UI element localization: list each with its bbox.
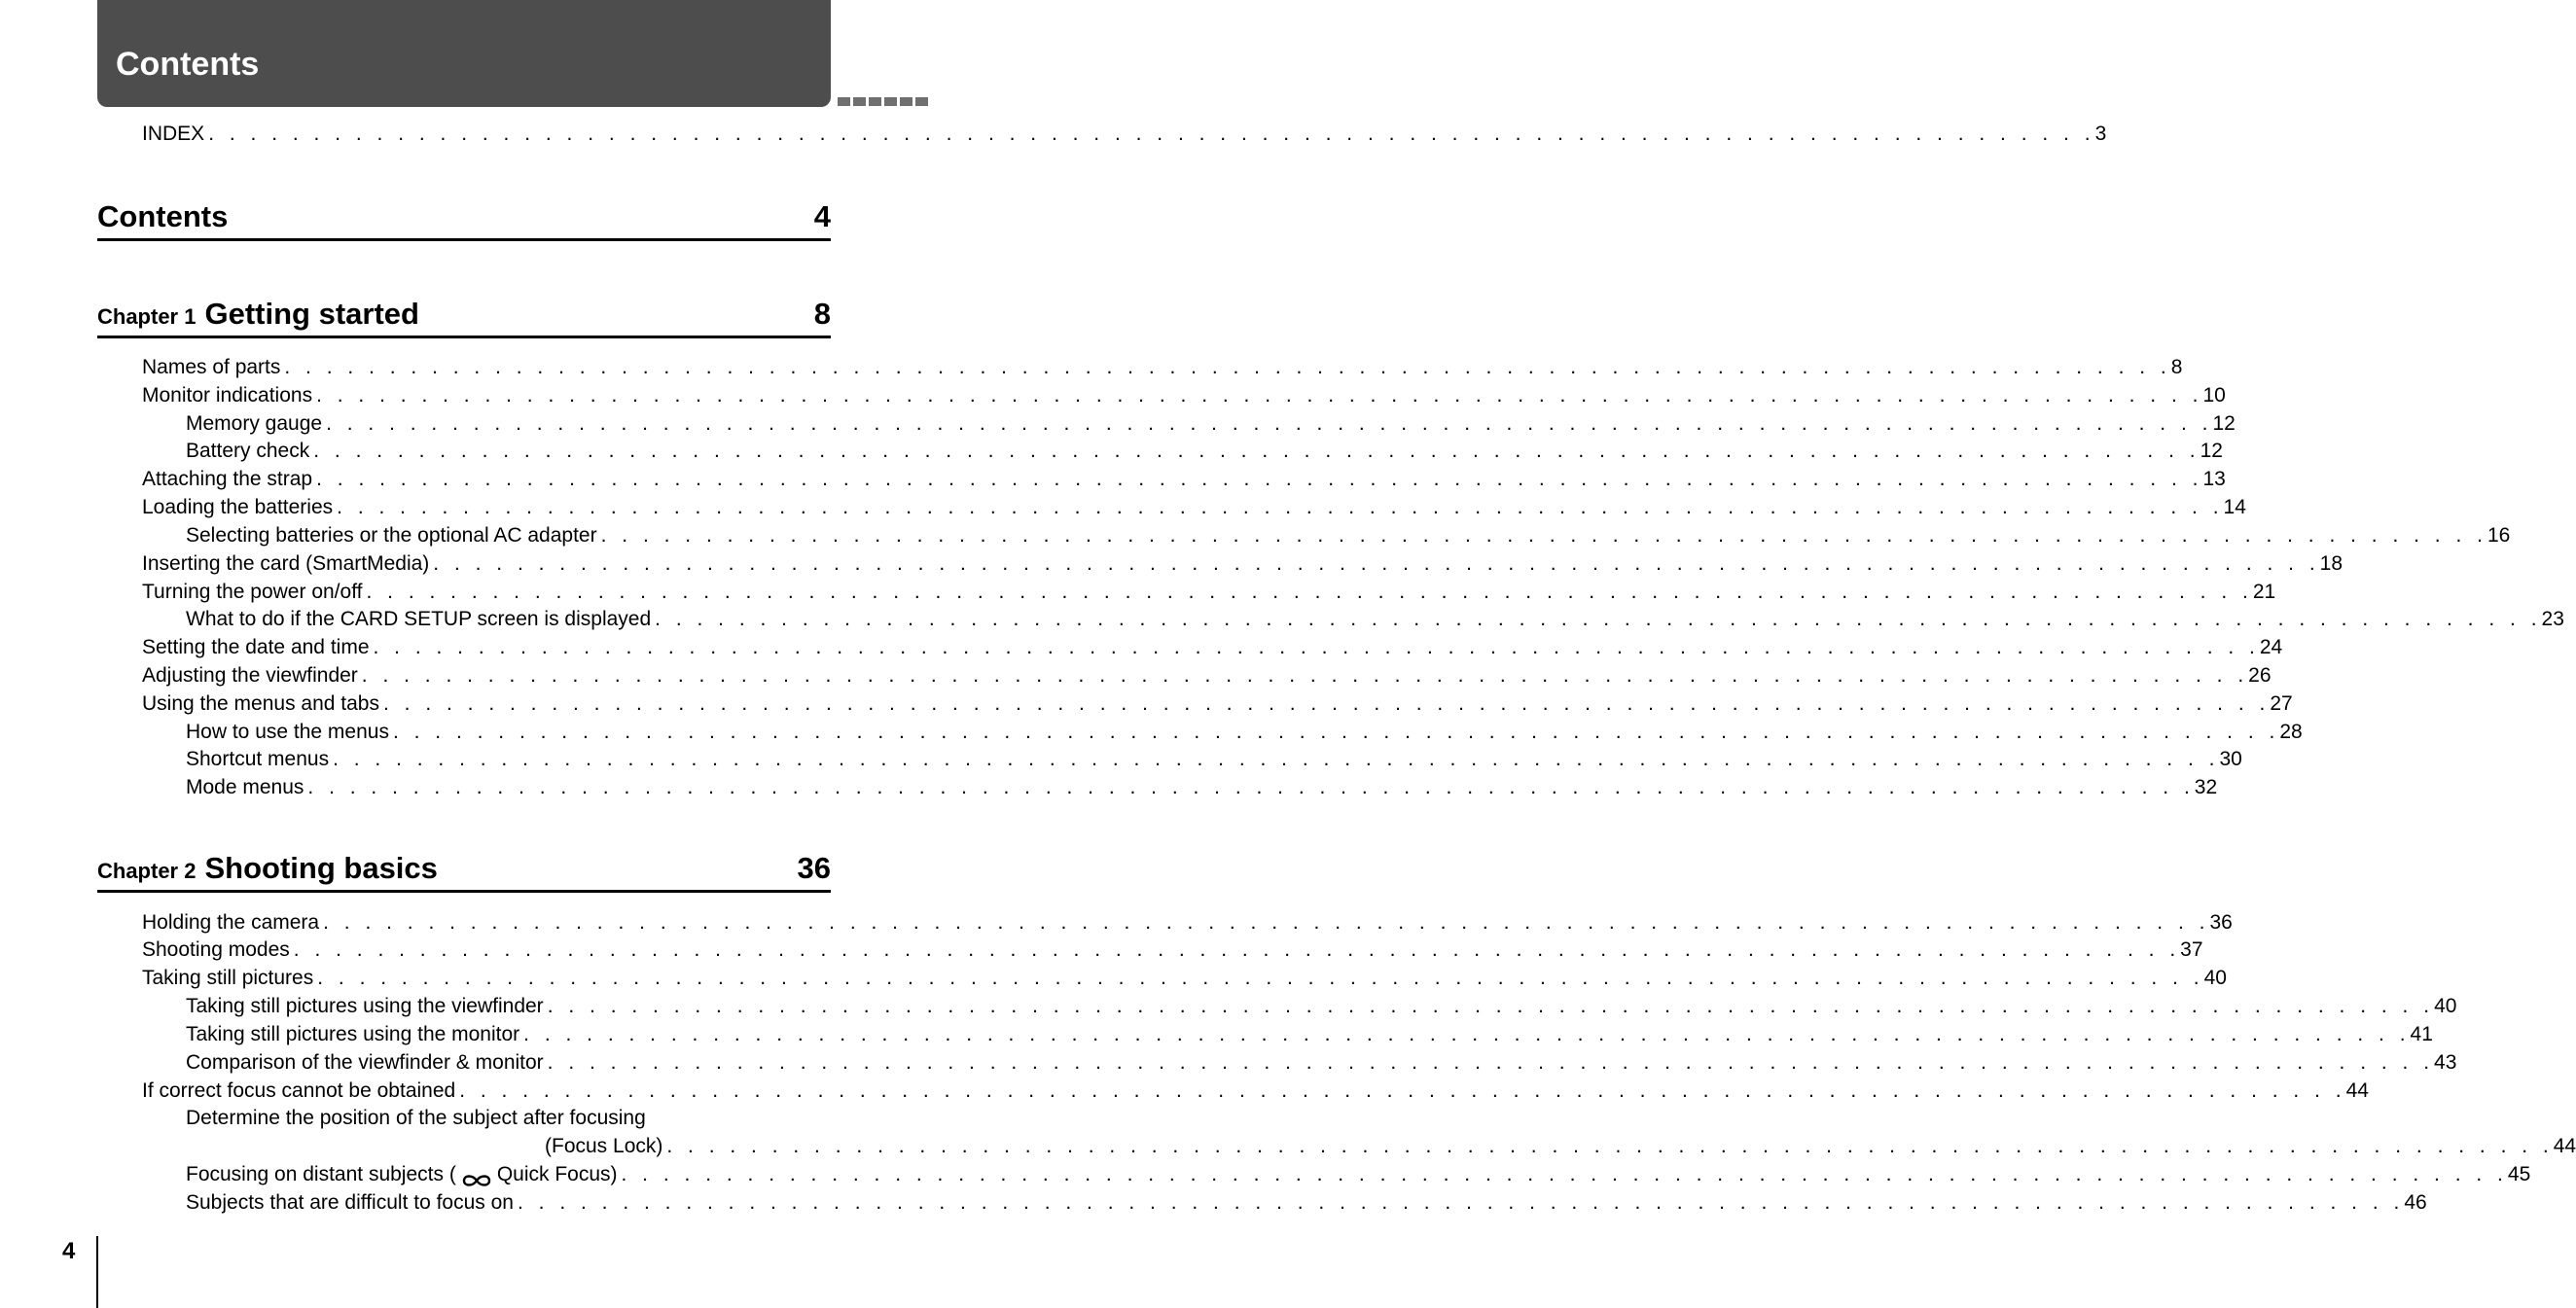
toc-entry-page: 10: [2202, 384, 2226, 407]
toc-entry-text: Setting the date and time: [142, 636, 370, 658]
toc-leader-dots: . . . . . . . . . . . . . . . . . . . . . . . . . . . . . . . . . . . . . . . . . . . . . . . . . . . . . . . . . . . . . . . . . . . . . . . . . . . . . . . . . . . . . . . . . .: [392, 721, 2280, 743]
toc-entry-text: [186, 1161, 618, 1188]
chapter-title: Getting started: [204, 297, 419, 331]
toc-entry-text: Adjusting the viewfinder: [142, 664, 358, 687]
infinity-icon: [460, 1168, 493, 1182]
toc-entry-page: 23: [2541, 608, 2564, 630]
toc-entry[interactable]: [142, 494, 2246, 521]
toc-leader-dots: . . . . . . . . . . . . . . . . . . . . . . . . . . . . . . . . . . . . . . . . . . . . . . . . . . . . . . . . . . . . . . . . . . . . . . . . . . . . . . . . . . . . . . . . . .: [337, 496, 2224, 518]
toc-entry-page: 44: [2553, 1135, 2576, 1157]
toc-entry-page: 43: [2434, 1051, 2457, 1074]
toc-entry-page: 8: [2170, 356, 2183, 378]
toc-entry[interactable]: [142, 634, 2283, 661]
chapter-label: Chapter 1: [97, 304, 197, 329]
toc-entry-text: Using the menus and tabs: [142, 692, 379, 715]
toc-entry-text: Comparison of the viewfinder & monitor: [186, 1051, 544, 1074]
toc-entry[interactable]: [142, 466, 2226, 493]
toc-entry[interactable]: [186, 1189, 2427, 1217]
toc-leader-dots: . . . . . . . . . . . . . . . . . . . . . . . . . . . . . . . . . . . . . . . . . . . . . . . . . . . . . . . . . . . . . . . . . . . . . . . . . . . . . . . . . . . . . . . . . .: [547, 1051, 2435, 1074]
toc-leader-dots: . . . . . . . . . . . . . . . . . . . . . . . . . . . . . . . . . . . . . . . . . . . . . . . . . . . . . . . . . . . . . . . . . . . . . . . . . . . . . . . . . . . . . . . . . .: [655, 608, 2542, 630]
toc-leader-dots: . . . . . . . . . . . . . . . . . . . . . . . . . . . . . . . . . . . . . . . . . . . . . . . . . . . . . . . . . . . . . . . . . . . . . . . . . . . . . . . . . . . . . . . . . .: [307, 776, 2195, 798]
toc-entry-page: 27: [2270, 692, 2293, 715]
toc-entry[interactable]: [186, 1049, 2457, 1077]
toc-entry-text: Taking still pictures: [142, 967, 314, 989]
toc-entry[interactable]: [142, 354, 2183, 381]
header-title: Contents: [116, 46, 260, 83]
toc-leader-dots: . . . . . . . . . . . . . . . . . . . . . . . . . . . . . . . . . . . . . . . . . . . . . . . . . . . . . . . . . . . . . . . . . . . . . . . . . . . . . . . . . . . . . . . . . .: [382, 692, 2271, 715]
chapter-page: 8: [813, 297, 831, 331]
toc-entry-text-after: Quick Focus): [496, 1163, 618, 1185]
page-number: 4: [62, 1238, 76, 1264]
toc-leader-dots: . . . . . . . . . . . . . . . . . . . . . . . . . . . . . . . . . . . . . . . . . . . . . . . . . . . . . . . . . . . . . . . . . . . . . . . . . . . . . . . . . . . . . . . . . .: [373, 636, 2260, 658]
toc-entry-page: 32: [2194, 776, 2218, 798]
toc-leader-dots: . . . . . . . . . . . . . . . . . . . . . . . . . . . . . . . . . . . . . . . . . . . . . . . . . . . . . . . . . . . . . . . . . . . . . . . . . . . . . . . . . . . . . . . . . .: [293, 938, 2181, 961]
toc-leader-dots: . . . . . . . . . . . . . . . . . . . . . . . . . . . . . . . . . . . . . . . . . . . . . . . . . . . . . . . . . . . . . . . . . . . . . . . . . . . . . . . . . . . . . . . . . .: [317, 967, 2204, 989]
toc-entry-text: Attaching the strap: [142, 468, 313, 490]
toc-entry[interactable]: [142, 550, 2343, 578]
toc-leader-dots: . . . . . . . . . . . . . . . . . . . . . . . . . . . . . . . . . . . . . . . . . . . . . . . . . . . . . . . . . . . . . . . . . . . . . . . . . . . . . . . . . . . . . . . . . .: [459, 1079, 2346, 1102]
section-heading-contents[interactable]: [97, 192, 831, 241]
toc-entry[interactable]: [142, 909, 2233, 937]
toc-entry-page: 14: [2223, 496, 2246, 518]
chapter-heading-1[interactable]: [97, 289, 831, 338]
toc-leader-dots: . . . . . . . . . . . . . . . . . . . . . . . . . . . . . . . . . . . . . . . . . . . . . . . . . . . . . . . . . . . . . . . . . . . . . . . . . . . . . . . . . . . . . . . . . .: [600, 524, 2487, 547]
toc-leader-dots: . . . . . . . . . . . . . . . . . . . . . . . . . . . . . . . . . . . . . . . . . . . . . . . . . . . . . . . . . . . . . . . . . . . . . . . . . . . . . . . . . . . . . . . . . .: [326, 412, 2213, 435]
page-margin-rule: [96, 1236, 98, 1308]
toc-entry-page: 44: [2345, 1079, 2369, 1102]
toc-entry-text: Determine the position of the subject after focusing: [186, 1107, 646, 1129]
toc-entry-page: 40: [2203, 967, 2227, 989]
toc-leader-dots: . . . . . . . . . . . . . . . . . . . . . . . . . . . . . . . . . . . . . . . . . . . . . . . . . . . . . . . . . . . . . . . . . . . . . . . . . . . . . . . . . . . . . . . . . .: [313, 440, 2200, 462]
toc-entry[interactable]: [186, 1105, 831, 1132]
toc-entry[interactable]: [186, 522, 2511, 549]
toc-entry-page: 40: [2434, 995, 2457, 1017]
toc-entry-text-before: Focusing on distant subjects (: [186, 1163, 456, 1185]
toc-entry-text: Taking still pictures using the monitor: [186, 1023, 520, 1045]
toc-leader-dots: . . . . . . . . . . . . . . . . . . . . . . . . . . . . . . . . . . . . . . . . . . . . . . . . . . . . . . . . . . . . . . . . . . . . . . . . . . . . . . . . . . . . . . . . . .: [621, 1163, 2508, 1185]
toc-leader-dots: . . . . . . . . . . . . . . . . . . . . . . . . . . . . . . . . . . . . . . . . . . . . . . . . . . . . . . . . . . . . . . . . . . . . . . . . . . . . . . . . . . . . . . . . . .: [666, 1135, 2554, 1157]
header-bar: [97, 0, 831, 107]
toc-leader-dots: . . . . . . . . . . . . . . . . . . . . . . . . . . . . . . . . . . . . . . . . . . . . . . . . . . . . . . . . . . . . . . . . . . . . . . . . . . . . . . . . . . . . . . . . . .: [366, 581, 2253, 603]
toc-entry-text: What to do if the CARD SETUP screen is displayed: [186, 608, 652, 630]
chapter-label: Chapter 2: [97, 859, 197, 883]
toc-entry-text: Inserting the card (SmartMedia): [142, 552, 430, 575]
toc-entry-page: 28: [2279, 721, 2303, 743]
toc-entry-page: 45: [2507, 1163, 2531, 1185]
toc-entry-text: Turning the power on/off: [142, 581, 363, 603]
toc-leader-dots: . . . . . . . . . . . . . . . . . . . . . . . . . . . . . . . . . . . . . . . . . . . . . . . . . . . . . . . . . . . . . . . . . . . . . . . . . . . . . . . . . . . . . . . . . .: [361, 664, 2249, 687]
toc-leader-dots: . . . . . . . . . . . . . . . . . . . . . . . . . . . . . . . . . . . . . . . . . . . . . . . . . . . . . . . . . . . . . . . . . . . . . . . . . . . . . . . . . . . . . . . . . .: [433, 552, 2320, 575]
toc-entry[interactable]: [186, 1161, 2531, 1188]
toc-entry-page: 3: [2094, 123, 2107, 145]
toc-entry-index[interactable]: [142, 121, 2107, 148]
toc-entry[interactable]: [186, 1021, 2433, 1048]
toc-entry[interactable]: [186, 746, 2242, 773]
toc-entry-page: 30: [2219, 748, 2242, 770]
toc-entry-page: 18: [2319, 552, 2343, 575]
toc-entry-text: Selecting batteries or the optional AC adapter: [186, 524, 597, 547]
toc-entry-page: 26: [2248, 664, 2272, 687]
toc-entry-page: 46: [2404, 1191, 2427, 1214]
chapter-page: 36: [797, 851, 831, 885]
toc-entry-page: 13: [2202, 468, 2226, 490]
toc-entry[interactable]: [186, 606, 2564, 633]
toc-leader-dots: . . . . . . . . . . . . . . . . . . . . . . . . . . . . . . . . . . . . . . . . . . . . . . . . . . . . . . . . . . . . . . . . . . . . . . . . . . . . . . . . . . . . . . . . . .: [284, 356, 2171, 378]
chapter-heading-2[interactable]: [97, 843, 831, 893]
toc-entry-page: 37: [2180, 938, 2203, 961]
toc-entry[interactable]: [142, 965, 2227, 992]
toc-leader-dots: . . . . . . . . . . . . . . . . . . . . . . . . . . . . . . . . . . . . . . . . . . . . . . . . . . . . . . . . . . . . . . . . . . . . . . . . . . . . . . . . . . . . . . . . . .: [316, 468, 2203, 490]
toc-entry[interactable]: [142, 937, 2203, 964]
toc-entry[interactable]: [142, 1078, 2369, 1105]
section-title: Contents: [97, 199, 229, 233]
toc-entry-continuation[interactable]: [545, 1133, 2576, 1160]
toc-entry[interactable]: [186, 774, 2218, 801]
toc-entry-text: INDEX: [142, 123, 205, 145]
toc-entry-page: 41: [2410, 1023, 2433, 1045]
section-page: 4: [813, 199, 831, 233]
toc-entry-text: Battery check: [186, 440, 310, 462]
toc-entry[interactable]: [142, 382, 2226, 409]
toc-entry-page: 21: [2252, 581, 2276, 603]
toc-leader-dots: . . . . . . . . . . . . . . . . . . . . . . . . . . . . . . . . . . . . . . . . . . . . . . . . . . . . . . . . . . . . . . . . . . . . . . . . . . . . . . . . . . . . . . . . . .: [208, 123, 2095, 145]
toc-entry-text: Names of parts: [142, 356, 281, 378]
toc-entry-text: (Focus Lock): [545, 1135, 663, 1157]
toc-entry-text: Taking still pictures using the viewfinder: [186, 995, 544, 1017]
toc-leader-dots: . . . . . . . . . . . . . . . . . . . . . . . . . . . . . . . . . . . . . . . . . . . . . . . . . . . . . . . . . . . . . . . . . . . . . . . . . . . . . . . . . . . . . . . . . .: [517, 1191, 2405, 1214]
toc-entry[interactable]: [186, 719, 2303, 746]
toc-entry-page: 12: [2212, 412, 2236, 435]
toc-leader-dots: . . . . . . . . . . . . . . . . . . . . . . . . . . . . . . . . . . . . . . . . . . . . . . . . . . . . . . . . . . . . . . . . . . . . . . . . . . . . . . . . . . . . . . . . . .: [523, 1023, 2411, 1045]
toc-entry-text: Holding the camera: [142, 911, 320, 934]
toc-entry-text: Shooting modes: [142, 938, 290, 961]
toc-entry-text: Monitor indications: [142, 384, 313, 407]
toc-entry-page: 24: [2259, 636, 2283, 658]
toc-entry-page: 36: [2209, 911, 2233, 934]
toc-leader-dots: . . . . . . . . . . . . . . . . . . . . . . . . . . . . . . . . . . . . . . . . . . . . . . . . . . . . . . . . . . . . . . . . . . . . . . . . . . . . . . . . . . . . . . . . . .: [323, 911, 2210, 934]
toc-entry[interactable]: [186, 438, 2223, 465]
toc-entry-page: 12: [2200, 440, 2223, 462]
toc-entry-page: 16: [2487, 524, 2511, 547]
toc-entry[interactable]: [142, 662, 2272, 689]
toc-entry[interactable]: [186, 410, 2236, 438]
toc-entry-text: Memory gauge: [186, 412, 323, 435]
toc-entry-text: Mode menus: [186, 776, 304, 798]
toc-entry-text: How to use the menus: [186, 721, 389, 743]
chapter-title: Shooting basics: [204, 851, 438, 885]
toc-entry-text: Subjects that are difficult to focus on: [186, 1191, 514, 1214]
toc-leader-dots: . . . . . . . . . . . . . . . . . . . . . . . . . . . . . . . . . . . . . . . . . . . . . . . . . . . . . . . . . . . . . . . . . . . . . . . . . . . . . . . . . . . . . . . . . .: [333, 748, 2220, 770]
toc-entry-text: Shortcut menus: [186, 748, 330, 770]
toc-entry[interactable]: [186, 993, 2457, 1020]
toc-entry-text: Loading the batteries: [142, 496, 334, 518]
toc-leader-dots: . . . . . . . . . . . . . . . . . . . . . . . . . . . . . . . . . . . . . . . . . . . . . . . . . . . . . . . . . . . . . . . . . . . . . . . . . . . . . . . . . . . . . . . . . .: [316, 384, 2203, 407]
toc-entry-text: If correct focus cannot be obtained: [142, 1079, 456, 1102]
chapter-tab-marks: [838, 97, 928, 106]
toc-entry[interactable]: [142, 690, 2293, 718]
toc-leader-dots: . . . . . . . . . . . . . . . . . . . . . . . . . . . . . . . . . . . . . . . . . . . . . . . . . . . . . . . . . . . . . . . . . . . . . . . . . . . . . . . . . . . . . . . . . .: [547, 995, 2435, 1017]
toc-entry[interactable]: [142, 579, 2276, 606]
